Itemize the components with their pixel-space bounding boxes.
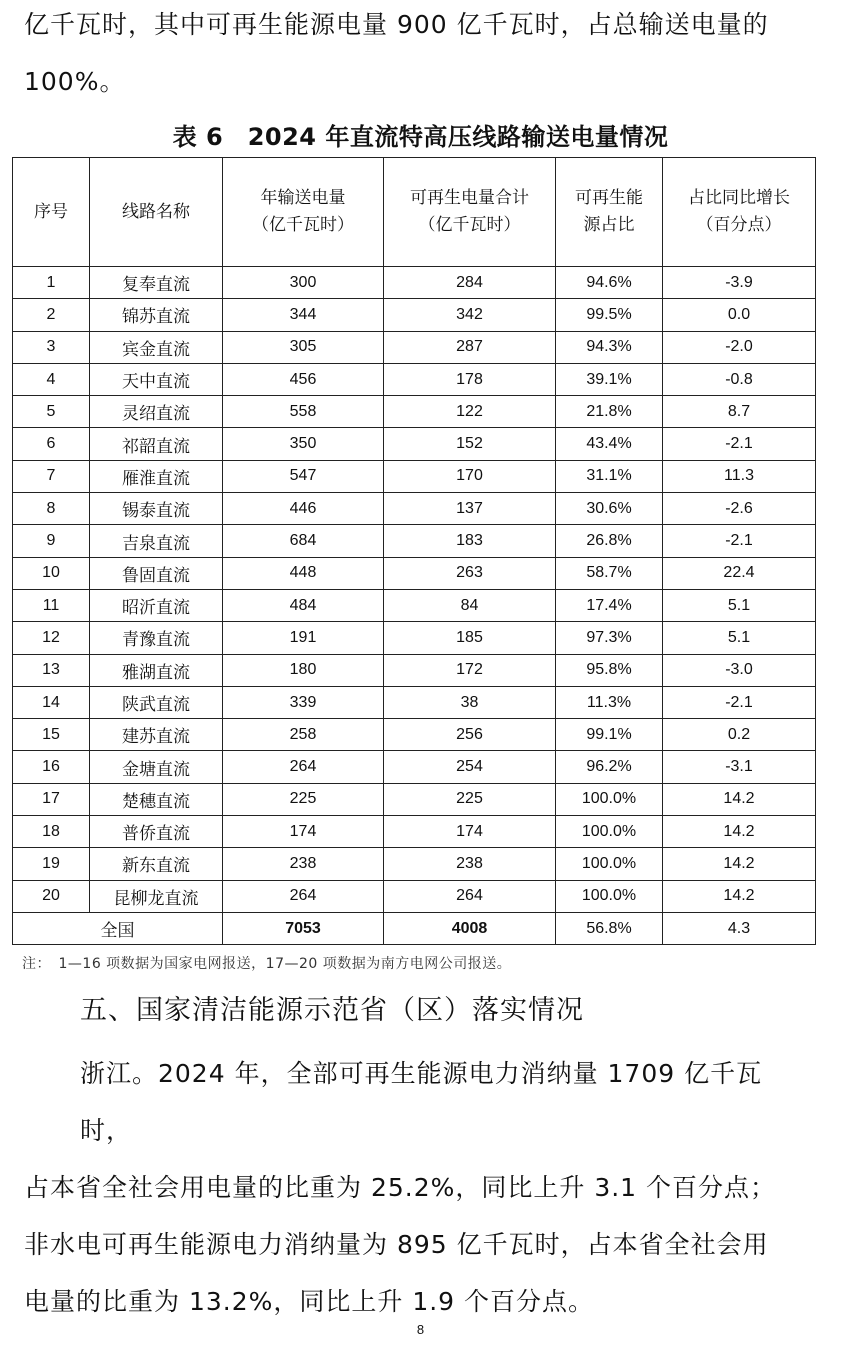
cell-growth: 5.1 bbox=[663, 589, 816, 621]
cell-share: 100.0% bbox=[556, 848, 663, 880]
cell-seq: 11 bbox=[13, 589, 90, 621]
cell-seq: 14 bbox=[13, 686, 90, 718]
cell-growth: -3.9 bbox=[663, 267, 816, 299]
cell-share: 26.8% bbox=[556, 525, 663, 557]
header-annual-line1: 年输送电量 bbox=[260, 188, 346, 208]
cell-share: 100.0% bbox=[556, 816, 663, 848]
cell-renewable: 178 bbox=[384, 363, 556, 395]
cell-seq: 10 bbox=[13, 557, 90, 589]
header-share-growth bbox=[663, 158, 816, 267]
cell-seq: 6 bbox=[13, 428, 90, 460]
cell-growth: 14.2 bbox=[663, 848, 816, 880]
cell-annual: 350 bbox=[223, 428, 384, 460]
cell-line-name: 天中直流 bbox=[90, 363, 223, 395]
cell-seq: 2 bbox=[13, 299, 90, 331]
table-header-row bbox=[13, 158, 816, 267]
cell-seq: 1 bbox=[13, 267, 90, 299]
cell-line-name: 普侨直流 bbox=[90, 816, 223, 848]
cell-renewable: 263 bbox=[384, 557, 556, 589]
cell-line-name: 雅湖直流 bbox=[90, 654, 223, 686]
table-row bbox=[13, 848, 816, 880]
header-seq: 序号 bbox=[13, 158, 90, 267]
cell-annual: 344 bbox=[223, 299, 384, 331]
table-row bbox=[13, 589, 816, 621]
cell-annual: 684 bbox=[223, 525, 384, 557]
cell-line-name: 锦苏直流 bbox=[90, 299, 223, 331]
cell-line-name: 灵绍直流 bbox=[90, 396, 223, 428]
cell-share: 94.6% bbox=[556, 267, 663, 299]
header-annual-electricity bbox=[223, 158, 384, 267]
cell-renewable: 38 bbox=[384, 686, 556, 718]
cell-renewable: 122 bbox=[384, 396, 556, 428]
cell-seq: 5 bbox=[13, 396, 90, 428]
total-share: 56.8% bbox=[556, 912, 663, 944]
cell-line-name: 复奉直流 bbox=[90, 267, 223, 299]
top-paragraph-line: 亿千瓦时，其中可再生能源电量 900 亿千瓦时，占总输送电量的 bbox=[24, 10, 769, 39]
table-total-row bbox=[13, 912, 816, 944]
page-number: 8 bbox=[416, 1322, 425, 1337]
section-paragraph-line: 非水电可再生能源电力消纳量为 895 亿千瓦时，占本省全社会用 bbox=[24, 1230, 769, 1259]
cell-annual: 180 bbox=[223, 654, 384, 686]
cell-line-name: 吉泉直流 bbox=[90, 525, 223, 557]
cell-annual: 448 bbox=[223, 557, 384, 589]
section-paragraph-line: 电量的比重为 13.2%，同比上升 1.9 个百分点。 bbox=[24, 1287, 595, 1316]
table-row bbox=[13, 428, 816, 460]
cell-share: 31.1% bbox=[556, 460, 663, 492]
cell-line-name: 宾金直流 bbox=[90, 331, 223, 363]
cell-growth: 22.4 bbox=[663, 557, 816, 589]
cell-renewable: 225 bbox=[384, 783, 556, 815]
cell-share: 97.3% bbox=[556, 622, 663, 654]
cell-renewable: 137 bbox=[384, 493, 556, 525]
cell-share: 21.8% bbox=[556, 396, 663, 428]
cell-growth: 5.1 bbox=[663, 622, 816, 654]
cell-growth: -3.0 bbox=[663, 654, 816, 686]
cell-share: 100.0% bbox=[556, 880, 663, 912]
table-row bbox=[13, 493, 816, 525]
cell-share: 96.2% bbox=[556, 751, 663, 783]
cell-line-name: 建苏直流 bbox=[90, 719, 223, 751]
table-row bbox=[13, 299, 816, 331]
section-paragraph-line: 占本省全社会用电量的比重为 25.2%，同比上升 3.1 个百分点； bbox=[24, 1173, 777, 1202]
cell-growth: -2.1 bbox=[663, 525, 816, 557]
cell-line-name: 锡泰直流 bbox=[90, 493, 223, 525]
header-share-line2: 源占比 bbox=[583, 215, 635, 235]
cell-renewable: 185 bbox=[384, 622, 556, 654]
top-paragraph bbox=[24, 0, 814, 110]
table-row bbox=[13, 816, 816, 848]
cell-line-name: 鲁固直流 bbox=[90, 557, 223, 589]
table-row bbox=[13, 331, 816, 363]
table-title: 表 6 2024 年直流特高压线路输送电量情况 bbox=[172, 123, 669, 151]
transmission-table bbox=[12, 157, 816, 945]
cell-growth: 14.2 bbox=[663, 816, 816, 848]
total-annual: 7053 bbox=[223, 912, 384, 944]
cell-seq: 4 bbox=[13, 363, 90, 395]
table-row bbox=[13, 363, 816, 395]
cell-seq: 7 bbox=[13, 460, 90, 492]
header-renewable-line2: （亿千瓦时） bbox=[418, 215, 521, 235]
cell-renewable: 264 bbox=[384, 880, 556, 912]
table-row bbox=[13, 460, 816, 492]
table-row bbox=[13, 686, 816, 718]
cell-annual: 305 bbox=[223, 331, 384, 363]
cell-share: 99.5% bbox=[556, 299, 663, 331]
cell-line-name: 昭沂直流 bbox=[90, 589, 223, 621]
cell-annual: 456 bbox=[223, 363, 384, 395]
table-row bbox=[13, 396, 816, 428]
cell-growth: 0.2 bbox=[663, 719, 816, 751]
cell-seq: 20 bbox=[13, 880, 90, 912]
cell-renewable: 254 bbox=[384, 751, 556, 783]
cell-annual: 339 bbox=[223, 686, 384, 718]
cell-annual: 174 bbox=[223, 816, 384, 848]
cell-line-name: 青豫直流 bbox=[90, 622, 223, 654]
cell-annual: 225 bbox=[223, 783, 384, 815]
cell-growth: -2.1 bbox=[663, 686, 816, 718]
cell-line-name: 楚穗直流 bbox=[90, 783, 223, 815]
cell-renewable: 152 bbox=[384, 428, 556, 460]
table-row bbox=[13, 751, 816, 783]
cell-seq: 12 bbox=[13, 622, 90, 654]
section-paragraph bbox=[24, 1045, 814, 1330]
header-growth-line1: 占比同比增长 bbox=[688, 188, 790, 208]
cell-seq: 16 bbox=[13, 751, 90, 783]
cell-annual: 558 bbox=[223, 396, 384, 428]
cell-annual: 258 bbox=[223, 719, 384, 751]
cell-seq: 19 bbox=[13, 848, 90, 880]
cell-share: 99.1% bbox=[556, 719, 663, 751]
cell-share: 11.3% bbox=[556, 686, 663, 718]
cell-line-name: 祁韶直流 bbox=[90, 428, 223, 460]
cell-annual: 300 bbox=[223, 267, 384, 299]
cell-growth: -0.8 bbox=[663, 363, 816, 395]
table-row bbox=[13, 557, 816, 589]
cell-growth: 8.7 bbox=[663, 396, 816, 428]
cell-line-name: 雁淮直流 bbox=[90, 460, 223, 492]
cell-seq: 17 bbox=[13, 783, 90, 815]
table-row bbox=[13, 880, 816, 912]
cell-growth: -3.1 bbox=[663, 751, 816, 783]
cell-share: 17.4% bbox=[556, 589, 663, 621]
table-row bbox=[13, 783, 816, 815]
table-row bbox=[13, 525, 816, 557]
header-share-line1: 可再生能 bbox=[575, 188, 643, 208]
table-row bbox=[13, 267, 816, 299]
header-renewable-share bbox=[556, 158, 663, 267]
cell-share: 43.4% bbox=[556, 428, 663, 460]
table-row bbox=[13, 654, 816, 686]
cell-renewable: 238 bbox=[384, 848, 556, 880]
cell-seq: 15 bbox=[13, 719, 90, 751]
cell-annual: 238 bbox=[223, 848, 384, 880]
cell-annual: 264 bbox=[223, 880, 384, 912]
cell-growth: 14.2 bbox=[663, 880, 816, 912]
cell-seq: 18 bbox=[13, 816, 90, 848]
cell-renewable: 170 bbox=[384, 460, 556, 492]
cell-annual: 264 bbox=[223, 751, 384, 783]
header-growth-line2: （百分点） bbox=[696, 215, 782, 235]
cell-line-name: 新东直流 bbox=[90, 848, 223, 880]
total-renewable: 4008 bbox=[384, 912, 556, 944]
cell-renewable: 172 bbox=[384, 654, 556, 686]
cell-growth: -2.1 bbox=[663, 428, 816, 460]
cell-renewable: 174 bbox=[384, 816, 556, 848]
header-line-name: 线路名称 bbox=[90, 158, 223, 267]
header-renewable-line1: 可再生电量合计 bbox=[410, 188, 529, 208]
cell-renewable: 183 bbox=[384, 525, 556, 557]
cell-seq: 9 bbox=[13, 525, 90, 557]
cell-annual: 191 bbox=[223, 622, 384, 654]
cell-renewable: 284 bbox=[384, 267, 556, 299]
cell-renewable: 287 bbox=[384, 331, 556, 363]
cell-share: 100.0% bbox=[556, 783, 663, 815]
cell-share: 94.3% bbox=[556, 331, 663, 363]
cell-renewable: 256 bbox=[384, 719, 556, 751]
header-annual-line2: （亿千瓦时） bbox=[252, 215, 354, 235]
cell-share: 95.8% bbox=[556, 654, 663, 686]
cell-seq: 3 bbox=[13, 331, 90, 363]
table-note: 注： 1—16 项数据为国家电网报送，17—20 项数据为南方电网公司报送。 bbox=[22, 956, 512, 972]
table-row bbox=[13, 719, 816, 751]
cell-renewable: 84 bbox=[384, 589, 556, 621]
section-paragraph-line: 浙江。2024 年，全部可再生能源电力消纳量 1709 亿千瓦时， bbox=[80, 1059, 763, 1145]
cell-seq: 13 bbox=[13, 654, 90, 686]
cell-share: 30.6% bbox=[556, 493, 663, 525]
cell-renewable: 342 bbox=[384, 299, 556, 331]
cell-line-name: 陕武直流 bbox=[90, 686, 223, 718]
cell-growth: -2.0 bbox=[663, 331, 816, 363]
section-heading: 五、国家清洁能源示范省（区）落实情况 bbox=[80, 995, 584, 1026]
cell-growth: 11.3 bbox=[663, 460, 816, 492]
total-growth: 4.3 bbox=[663, 912, 816, 944]
table-row bbox=[13, 622, 816, 654]
cell-line-name: 昆柳龙直流 bbox=[90, 880, 223, 912]
table-body bbox=[13, 267, 816, 945]
cell-growth: 14.2 bbox=[663, 783, 816, 815]
top-paragraph-line: 100%。 bbox=[24, 67, 126, 96]
cell-growth: 0.0 bbox=[663, 299, 816, 331]
header-renewable-total bbox=[384, 158, 556, 267]
cell-annual: 484 bbox=[223, 589, 384, 621]
cell-annual: 446 bbox=[223, 493, 384, 525]
total-label: 全国 bbox=[13, 912, 223, 944]
cell-line-name: 金塘直流 bbox=[90, 751, 223, 783]
cell-share: 39.1% bbox=[556, 363, 663, 395]
cell-seq: 8 bbox=[13, 493, 90, 525]
cell-annual: 547 bbox=[223, 460, 384, 492]
cell-share: 58.7% bbox=[556, 557, 663, 589]
cell-growth: -2.6 bbox=[663, 493, 816, 525]
